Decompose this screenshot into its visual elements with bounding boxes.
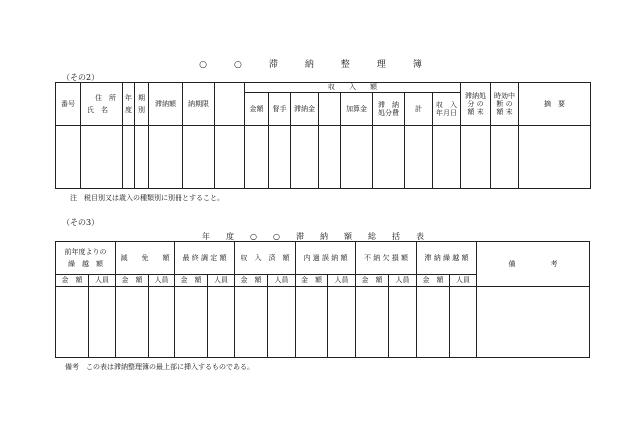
header-ninin: 人員 — [149, 275, 175, 287]
section-label-3: （その3） — [62, 218, 100, 227]
header-shunyu-zumi: 収 入 済 額 — [235, 242, 296, 275]
header-tainou-shobun-2: 分 の — [467, 99, 484, 108]
header-funou-kesson: 不 納 欠 損 額 — [356, 242, 417, 275]
header-genmen: 減 免 額 — [116, 242, 175, 275]
header-kingaku: 金額 — [245, 93, 269, 126]
note-1: 注 税目別又は歳入の種類別に別冊とすること。 — [70, 194, 224, 202]
header-kingaku: 金 額 — [116, 275, 149, 287]
header-nendo-1: 年 — [125, 94, 132, 103]
header-jusho-shimei — [81, 83, 123, 126]
header-zennendo — [56, 242, 116, 275]
header-blank-2 — [319, 93, 341, 126]
header-kakagohou: 内 過 誤 納 額 — [296, 242, 356, 275]
header-saishu-chotei: 最 終 調 定 額 — [175, 242, 235, 275]
header-tainou-shobun-1: 滞納処 — [465, 91, 486, 100]
section-label-2: （その2） — [62, 73, 100, 82]
header-kingaku: 金 額 — [56, 275, 89, 287]
tainou-seiri-table — [55, 82, 591, 189]
header-tokusoku: 督手 — [269, 93, 291, 126]
header-kasankin: 加算金 — [341, 93, 373, 126]
header-ninin: 人員 — [389, 275, 417, 287]
header-shunyu-gaku: 収 入 額 — [245, 83, 461, 93]
header-tainou-shobunhi — [373, 93, 405, 126]
header-kingaku: 金 額 — [356, 275, 389, 287]
header-bango: 番号 — [56, 83, 81, 126]
header-zennendo-1: 前年度よりの — [64, 248, 107, 257]
header-tainou-shobunhi-1: 滞 納 — [378, 100, 399, 109]
header-nendo — [123, 83, 135, 126]
header-jikouchu — [491, 83, 519, 126]
header-biko: 備 考 — [477, 242, 590, 287]
header-jikouchu-1: 時効中 — [494, 91, 515, 100]
header-kingaku: 金 額 — [417, 275, 450, 287]
header-shimei: 氏 名 — [87, 105, 108, 114]
header-kingaku: 金 額 — [235, 275, 268, 287]
header-shunyu-nengappi-1: 収 入 — [436, 100, 457, 109]
header-kei: 計 — [405, 93, 433, 126]
note-2: 備考 この表は滞納整理簿の最上部に挿入するものである。 — [65, 363, 254, 371]
header-tekiyo: 摘 要 — [519, 83, 591, 126]
soukatsu-table — [55, 241, 590, 358]
header-shunyu-nengappi-2: 年月日 — [436, 109, 457, 117]
header-kingaku: 金 額 — [175, 275, 208, 287]
page-title-1: ○ ○ 滞 納 整 理 簿 — [199, 60, 431, 70]
header-ninin: 人員 — [208, 275, 235, 287]
page-title-2: 年 度 ○ ○ 滞 納 額 総 括 表 — [202, 232, 428, 241]
header-ninin: 人員 — [89, 275, 116, 287]
header-noukigen: 納期限 — [183, 83, 215, 126]
header-nendo-2: 度 — [125, 105, 132, 114]
header-kibetsu-2: 別 — [138, 105, 145, 114]
header-jusho: 住 所 — [95, 94, 116, 103]
header-kingaku: 金 額 — [296, 275, 328, 287]
table-row — [56, 126, 591, 189]
header-zennendo-2: 繰 越 額 — [68, 259, 103, 268]
header-jikouchu-2: 断 の — [496, 99, 513, 108]
header-tainougaku: 滞納額 — [149, 83, 183, 126]
header-tainou-shobun-3: 額 末 — [467, 108, 484, 117]
header-ninin: 人員 — [268, 275, 296, 287]
header-shunyu-nengappi — [433, 93, 461, 126]
header-jikouchu-3: 額 末 — [496, 108, 513, 117]
table-row — [56, 287, 590, 358]
header-blank — [215, 83, 245, 126]
header-tainou-shobun — [461, 83, 491, 126]
header-ninin: 人員 — [450, 275, 477, 287]
header-kibetsu-1: 期 — [138, 94, 145, 103]
header-tainou-shobunhi-2: 処分費 — [378, 109, 399, 117]
header-tainou-kurikoshi: 滞 納 繰 越 額 — [417, 242, 477, 275]
header-kibetsu — [135, 83, 149, 126]
header-ninin: 人員 — [328, 275, 356, 287]
header-tainoukin: 滞納金 — [291, 93, 319, 126]
